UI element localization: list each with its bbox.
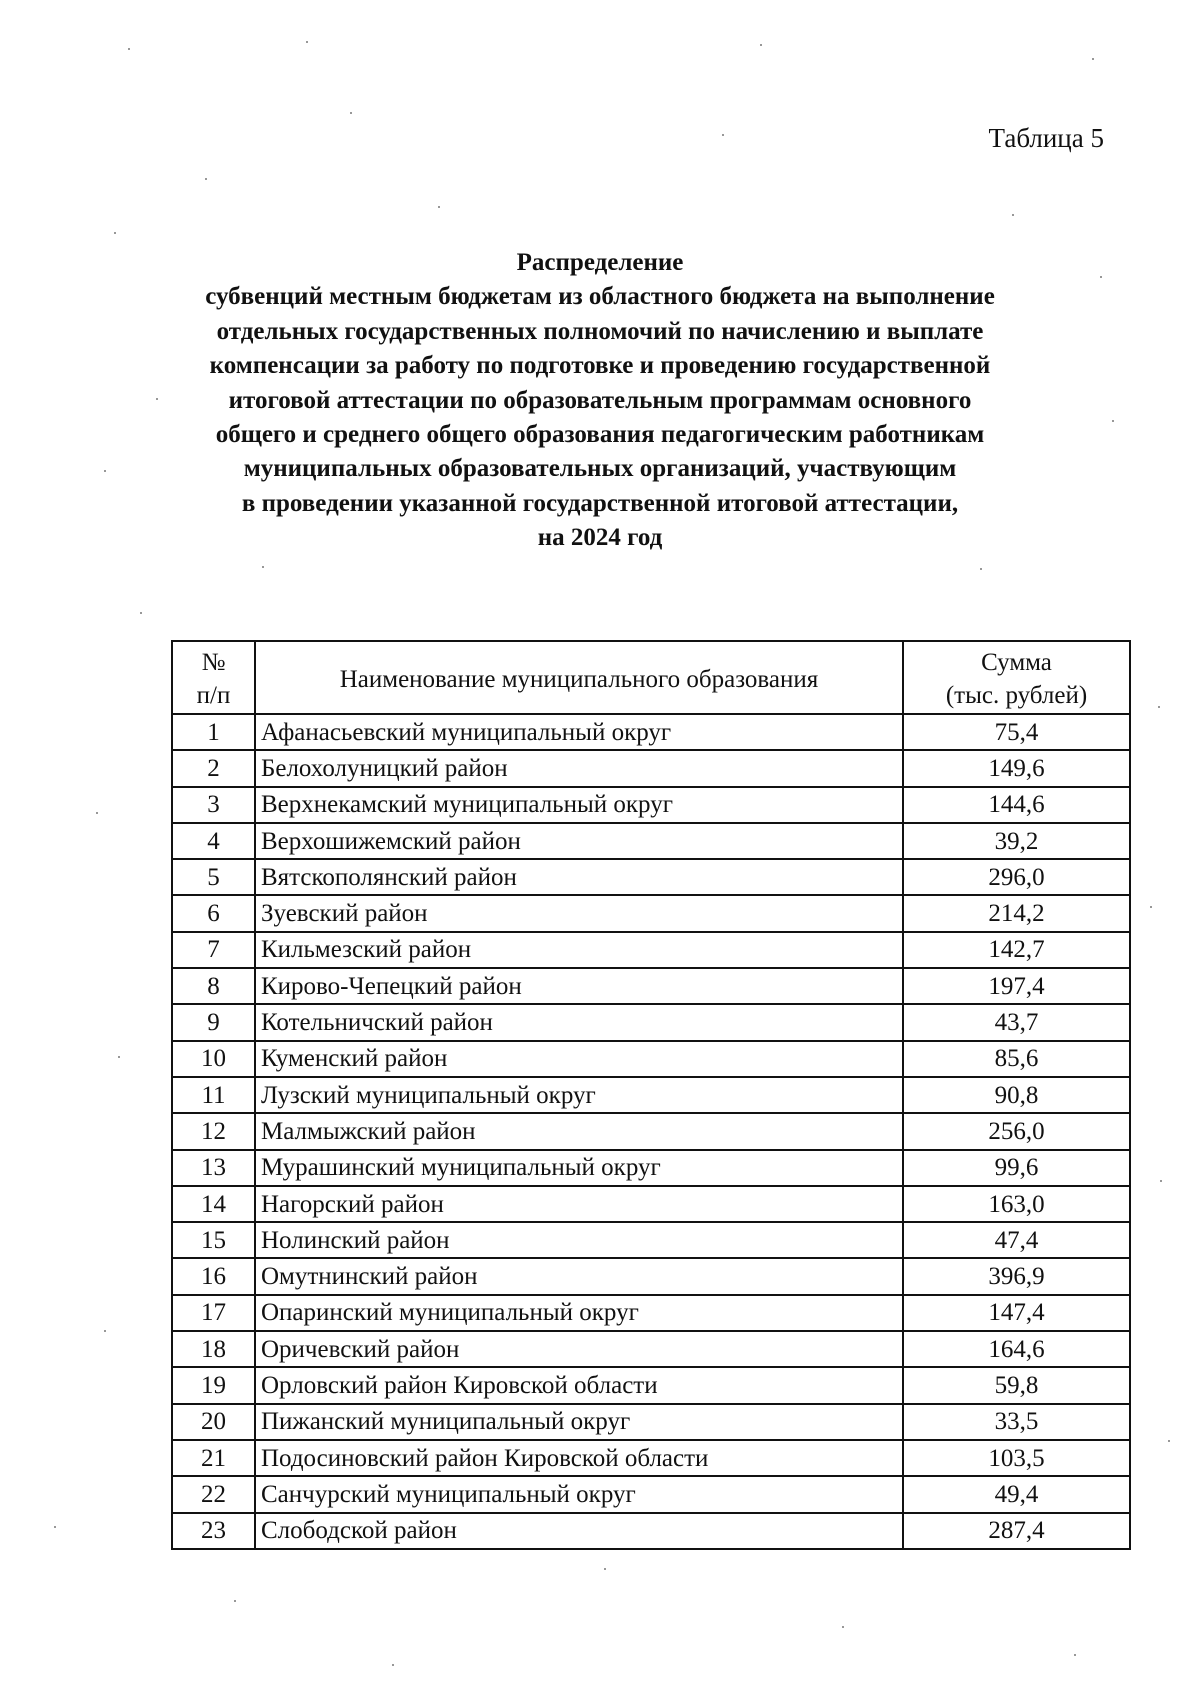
scan-speck <box>1168 1440 1170 1442</box>
subvention-amount: 214,2 <box>903 895 1130 931</box>
table-row <box>172 1258 1130 1294</box>
municipality-name: Вятскополянский район <box>255 859 903 895</box>
heading-line: общего и среднего общего образования педагогическим работникам <box>215 421 985 449</box>
row-number: 2 <box>172 750 255 786</box>
subvention-amount: 47,4 <box>903 1222 1130 1258</box>
subvention-amount: 164,6 <box>903 1331 1130 1367</box>
municipality-name: Подосиновский район Кировской области <box>255 1440 903 1476</box>
row-number: 22 <box>172 1476 255 1512</box>
scan-speck <box>1100 276 1102 278</box>
row-number: 13 <box>172 1150 255 1186</box>
header-sum-cell <box>903 641 1130 714</box>
scan-speck <box>54 1526 56 1528</box>
scan-speck <box>1150 906 1152 908</box>
scan-speck <box>262 566 264 568</box>
scan-speck <box>306 41 308 43</box>
row-number: 4 <box>172 823 255 859</box>
scan-speck <box>96 812 98 814</box>
subvention-table <box>171 640 1131 1550</box>
municipality-name: Нолинский район <box>255 1222 903 1258</box>
municipality-name: Санчурский муниципальный округ <box>255 1476 903 1512</box>
heading-line: муниципальных образовательных организаций, участвующим <box>243 455 957 483</box>
municipality-name: Куменский район <box>255 1041 903 1077</box>
table-row <box>172 787 1130 823</box>
municipality-name: Пижанский муниципальный округ <box>255 1404 903 1440</box>
header-number-cell <box>172 641 255 714</box>
row-number: 20 <box>172 1404 255 1440</box>
header-sum-unit: (тыс. рублей) <box>945 682 1088 709</box>
scan-speck <box>205 178 207 180</box>
table-row <box>172 714 1130 750</box>
row-number: 10 <box>172 1041 255 1077</box>
municipality-name: Омутнинский район <box>255 1258 903 1294</box>
scan-speck <box>104 470 106 472</box>
subvention-amount: 90,8 <box>903 1077 1130 1113</box>
document-heading <box>150 246 1050 556</box>
header-sum-label: Сумма <box>981 649 1052 676</box>
table-row <box>172 1513 1130 1549</box>
row-number: 5 <box>172 859 255 895</box>
scan-speck <box>114 232 116 234</box>
subvention-amount: 39,2 <box>903 823 1130 859</box>
header-number-abbrev: п/п <box>196 682 231 709</box>
table-row <box>172 1476 1130 1512</box>
row-number: 3 <box>172 787 255 823</box>
municipality-name: Орловский район Кировской области <box>255 1367 903 1403</box>
subvention-amount: 49,4 <box>903 1476 1130 1512</box>
scan-speck <box>722 134 724 136</box>
table-row <box>172 1331 1130 1367</box>
scan-speck <box>842 1626 844 1628</box>
scan-speck <box>118 1056 120 1058</box>
table-row <box>172 1004 1130 1040</box>
subvention-amount: 75,4 <box>903 714 1130 750</box>
table-row <box>172 859 1130 895</box>
municipality-name: Зуевский район <box>255 895 903 931</box>
heading-line: компенсации за работу по подготовке и проведению государственной <box>209 352 991 380</box>
table-row <box>172 1367 1130 1403</box>
heading-line: субвенций местным бюджетам из областного бюджета на выполнение <box>205 283 995 311</box>
scan-speck <box>350 112 352 114</box>
subvention-amount: 149,6 <box>903 750 1130 786</box>
municipality-name: Кирово-Чепецкий район <box>255 968 903 1004</box>
heading-line: итоговой аттестации по образовательным программам основного <box>228 386 972 414</box>
subvention-amount: 144,6 <box>903 787 1130 823</box>
row-number: 16 <box>172 1258 255 1294</box>
heading-line: на 2024 год <box>537 524 663 552</box>
scan-speck <box>140 612 142 614</box>
table-row <box>172 1150 1130 1186</box>
scan-speck <box>1012 214 1014 216</box>
row-number: 19 <box>172 1367 255 1403</box>
scan-speck <box>1092 58 1094 60</box>
row-number: 8 <box>172 968 255 1004</box>
municipality-name: Котельничский район <box>255 1004 903 1040</box>
scan-speck <box>128 48 130 50</box>
scan-speck <box>1160 1180 1162 1182</box>
table-row <box>172 750 1130 786</box>
subvention-amount: 43,7 <box>903 1004 1130 1040</box>
table-row <box>172 932 1130 968</box>
municipality-name: Белохолуницкий район <box>255 750 903 786</box>
row-number: 11 <box>172 1077 255 1113</box>
row-number: 21 <box>172 1440 255 1476</box>
header-number-symbol: № <box>201 649 226 676</box>
scan-speck <box>760 44 762 46</box>
heading-line: Распределение <box>516 249 684 276</box>
municipality-name: Афанасьевский муниципальный округ <box>255 714 903 750</box>
subvention-amount: 142,7 <box>903 932 1130 968</box>
scan-speck <box>104 1330 106 1332</box>
table-header-row <box>172 641 1130 714</box>
table-number-label: Таблица 5 <box>988 123 1104 153</box>
scan-speck <box>604 1568 606 1570</box>
table-row <box>172 1222 1130 1258</box>
municipality-name: Верхошижемский район <box>255 823 903 859</box>
municipality-name: Кильмезский район <box>255 932 903 968</box>
heading-line: отдельных государственных полномочий по начислению и выплате <box>216 317 984 345</box>
subvention-amount: 287,4 <box>903 1513 1130 1549</box>
municipality-name: Слободской район <box>255 1513 903 1549</box>
subvention-amount: 59,8 <box>903 1367 1130 1403</box>
municipality-name: Нагорский район <box>255 1186 903 1222</box>
municipality-name: Верхнекамский муниципальный округ <box>255 787 903 823</box>
row-number: 9 <box>172 1004 255 1040</box>
subvention-amount: 85,6 <box>903 1041 1130 1077</box>
subvention-amount: 396,9 <box>903 1258 1130 1294</box>
table-row <box>172 1295 1130 1331</box>
table-row <box>172 1113 1130 1149</box>
row-number: 23 <box>172 1513 255 1549</box>
heading-line: в проведении указанной государственной итоговой аттестации, <box>241 489 959 517</box>
municipality-name: Малмыжский район <box>255 1113 903 1149</box>
subvention-amount: 163,0 <box>903 1186 1130 1222</box>
subvention-amount: 147,4 <box>903 1295 1130 1331</box>
scan-speck <box>392 1664 394 1666</box>
subvention-amount: 197,4 <box>903 968 1130 1004</box>
subvention-amount: 33,5 <box>903 1404 1130 1440</box>
table-row <box>172 1186 1130 1222</box>
municipality-name: Оричевский район <box>255 1331 903 1367</box>
row-number: 14 <box>172 1186 255 1222</box>
row-number: 15 <box>172 1222 255 1258</box>
table-row <box>172 1440 1130 1476</box>
header-name-cell <box>255 641 903 714</box>
row-number: 12 <box>172 1113 255 1149</box>
scan-speck <box>234 1600 236 1602</box>
municipality-name: Лузский муниципальный округ <box>255 1077 903 1113</box>
table-row <box>172 1041 1130 1077</box>
scan-speck <box>1158 706 1160 708</box>
table-row <box>172 1404 1130 1440</box>
row-number: 18 <box>172 1331 255 1367</box>
scan-speck <box>1074 1654 1076 1656</box>
table-row <box>172 1077 1130 1113</box>
row-number: 17 <box>172 1295 255 1331</box>
row-number: 6 <box>172 895 255 931</box>
scan-speck <box>980 568 982 570</box>
table-row <box>172 823 1130 859</box>
row-number: 1 <box>172 714 255 750</box>
row-number: 7 <box>172 932 255 968</box>
scan-speck <box>438 206 440 208</box>
subvention-amount: 99,6 <box>903 1150 1130 1186</box>
subvention-amount: 103,5 <box>903 1440 1130 1476</box>
header-name-label: Наименование муниципального образования <box>339 665 819 693</box>
table-row <box>172 968 1130 1004</box>
scan-speck <box>156 398 158 400</box>
scan-speck <box>1112 420 1114 422</box>
table-row <box>172 895 1130 931</box>
subvention-amount: 256,0 <box>903 1113 1130 1149</box>
subvention-amount: 296,0 <box>903 859 1130 895</box>
municipality-name: Опаринский муниципальный округ <box>255 1295 903 1331</box>
municipality-name: Мурашинский муниципальный округ <box>255 1150 903 1186</box>
